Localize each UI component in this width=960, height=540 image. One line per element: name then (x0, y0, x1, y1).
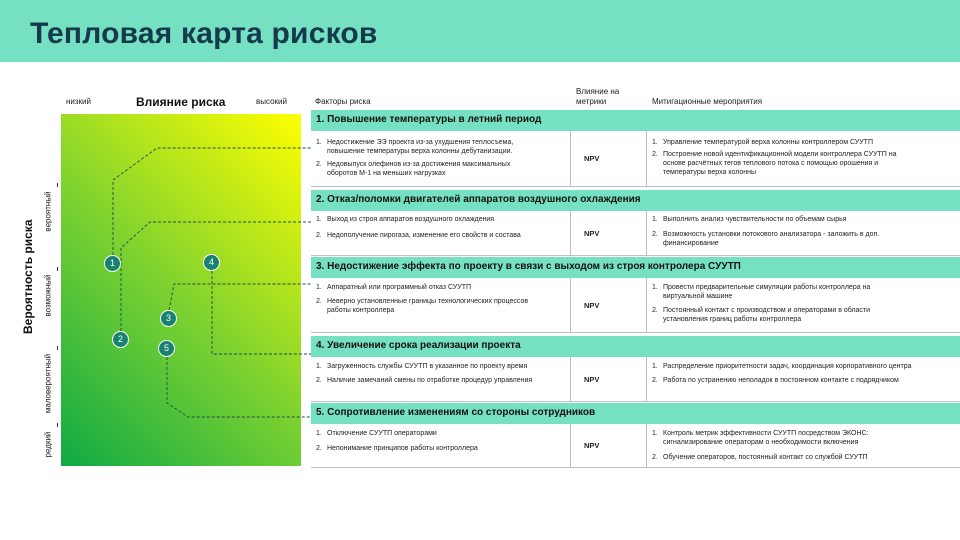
probability-level-likely: вероятный (43, 191, 53, 232)
impact-metric: NPV (584, 374, 600, 384)
probability-level-unlikely: маловероятный (43, 353, 53, 414)
impact-metric: NPV (584, 300, 600, 310)
item-text-line: сигнализирование операторам о необходимости включения (663, 439, 859, 446)
probability-axis-title: Вероятность риска (21, 219, 35, 334)
section-title: 4. Увеличение срока реализации проекта (316, 340, 521, 351)
risk-factor-item (316, 297, 566, 315)
impact-axis-title: Влияние риска (136, 95, 226, 109)
item-number: 1. (652, 139, 658, 146)
impact-metric: NPV (584, 154, 600, 163)
item-text-line: Выход из строя аппаратов воздушного охлаждения (327, 216, 495, 223)
item-text-line: Аппаратный или программный отказ СУУТП (327, 284, 472, 291)
mitigation-item (652, 306, 952, 324)
page-title: Тепловая карта рисков (30, 17, 378, 50)
column-divider (646, 424, 647, 467)
item-number: 1. (652, 363, 658, 370)
item-text-line: Неверно установленные границы технологических процессов (327, 298, 529, 305)
section-title: 2. Отказ/поломки двигателей аппаратов воздушного охлаждения (316, 194, 641, 205)
risk-marker-2[interactable]: 2 (112, 331, 129, 348)
column-divider (570, 357, 571, 401)
item-text-line: Обучение операторов, постоянный контакт со службой СУУТП (663, 454, 868, 461)
connector-risk-2 (121, 222, 311, 331)
item-text-line: Загруженность службы СУУТП в указанное по проекту время (327, 363, 528, 370)
item-number: 2. (652, 231, 658, 238)
item-text-line: Отключение СУУТП операторами (327, 430, 437, 437)
column-divider (646, 131, 647, 186)
item-number: 2. (652, 377, 658, 384)
item-number: 1. (652, 216, 658, 223)
probability-level-rare: редкий (43, 431, 53, 458)
item-number: 2. (652, 151, 658, 158)
column-divider (646, 357, 647, 401)
risk-marker-4[interactable]: 4 (203, 254, 220, 271)
risk-factor-item (316, 444, 566, 453)
item-text-line: Наличие замечаний смены по отработке процедур управления (327, 377, 533, 384)
item-text-line: Распределение приоритетности задач, координация корпоративного центра (663, 363, 912, 370)
item-text-line: Провести предварительные симуляции работы контроллера на (663, 284, 871, 291)
mitigation-item (652, 429, 952, 447)
header-factors: Факторы риска (315, 97, 371, 106)
mitigation-item (652, 150, 952, 177)
item-text-line: повышение температуры верха колонны дебутанизации. (327, 148, 513, 155)
connector-risk-5 (167, 357, 311, 417)
section-title: 1. Повышение температуры в летний период (316, 114, 542, 125)
item-number: 1. (316, 139, 322, 146)
item-text-line: Недовыпуск олефинов из-за достижения максимальных (327, 161, 511, 168)
probability-level-possible: возможный (43, 274, 53, 317)
item-number: 1. (652, 284, 658, 291)
mitigation-item (652, 215, 952, 224)
risk-factor-item (316, 283, 566, 292)
section-title: 3. Недостижение эффекта по проекту в связи с выходом из строя контролера СУУТП (316, 261, 741, 272)
section-header-5 (311, 403, 960, 424)
item-text-line: работы контроллера (327, 307, 395, 314)
item-text-line: Работа по устранению неполадок в постоянном контакте с подрядчиком (663, 377, 899, 384)
item-text-line: Недостижение ЭЭ проекта из-за ухудшения теплосъема, (327, 139, 514, 146)
mitigation-item (652, 453, 952, 462)
risk-marker-1[interactable]: 1 (104, 255, 121, 272)
item-number: 1. (316, 284, 322, 291)
item-text-line: Непонимание принципов работы контроллера (327, 445, 478, 452)
column-divider (570, 211, 571, 255)
item-text-line: основе расчётных тегов теплового потока с помощью орошения и (663, 160, 879, 167)
item-number: 1. (652, 430, 658, 437)
column-divider (570, 278, 571, 332)
item-number: 2. (316, 232, 322, 239)
item-number: 1. (316, 430, 322, 437)
item-number: 2. (652, 454, 658, 461)
section-title: 5. Сопротивление изменениям со стороны сотрудников (316, 407, 596, 418)
risk-factor-item (316, 215, 566, 224)
connector-risk-1 (113, 148, 311, 255)
section-header-2 (311, 190, 960, 211)
mitigation-item (652, 376, 952, 385)
mitigation-item (652, 362, 952, 371)
mitigation-item (652, 283, 952, 301)
column-divider (646, 211, 647, 255)
header-impact: Влияние на метрики (576, 87, 620, 106)
column-divider (646, 278, 647, 332)
impact-high-label: высокий (256, 97, 287, 106)
risk-factor-item (316, 429, 566, 438)
column-divider (570, 131, 571, 186)
risk-factor-item (316, 231, 566, 240)
item-text-line: температуры верха колонны (663, 169, 757, 176)
impact-low-label: низкий (66, 97, 91, 106)
connector-risk-3 (169, 284, 311, 310)
mitigation-item (652, 230, 952, 248)
item-text-line: Построение новой идентификационной модели контроллера СУУТП на (663, 151, 897, 158)
item-number: 2. (316, 298, 322, 305)
item-text-line: Постоянный контакт с производством и операторами в области (663, 307, 871, 314)
item-text-line: Контроль метрик эффективности СУУТП посредством ЭКОНС: (663, 430, 869, 437)
item-text-line: Выполнить анализ чувствительности по объемам сырья (663, 216, 847, 223)
mitigation-item (652, 138, 952, 147)
item-number: 2. (652, 307, 658, 314)
item-number: 1. (316, 216, 322, 223)
risk-factor-item (316, 362, 566, 371)
item-text-line: финансирование (663, 240, 719, 247)
item-text-line: Недополучение пирогаза, изменение его свойств и состава (327, 232, 521, 239)
item-number: 2. (316, 377, 322, 384)
item-text-line: Возможность установки потокового анализатора - заложить в доп. (663, 231, 880, 238)
risk-marker-3[interactable]: 3 (160, 310, 177, 327)
risk-marker-5[interactable]: 5 (158, 340, 175, 357)
item-text-line: Управление температурой верха колонны контроллером СУУТП (663, 139, 873, 146)
item-text-line: виртуальной машине (663, 293, 733, 300)
impact-metric: NPV (584, 441, 600, 450)
connector-risk-4 (212, 271, 311, 354)
risk-factor-item (316, 138, 566, 156)
risk-factor-item (316, 160, 566, 178)
section-header-4 (311, 336, 960, 357)
item-number: 1. (316, 363, 322, 370)
column-divider (570, 424, 571, 467)
section-header-3 (311, 257, 960, 278)
risk-factor-item (316, 376, 566, 385)
header-mitigation: Митигационные мероприятия (652, 97, 763, 106)
section-header-1 (311, 110, 960, 131)
impact-metric: NPV (584, 228, 600, 238)
item-text-line: установления границ работы контроллера (663, 316, 802, 323)
item-number: 2. (316, 445, 322, 452)
item-number: 2. (316, 161, 322, 168)
item-text-line: оборотов М-1 на меньших нагрузках (327, 170, 446, 177)
